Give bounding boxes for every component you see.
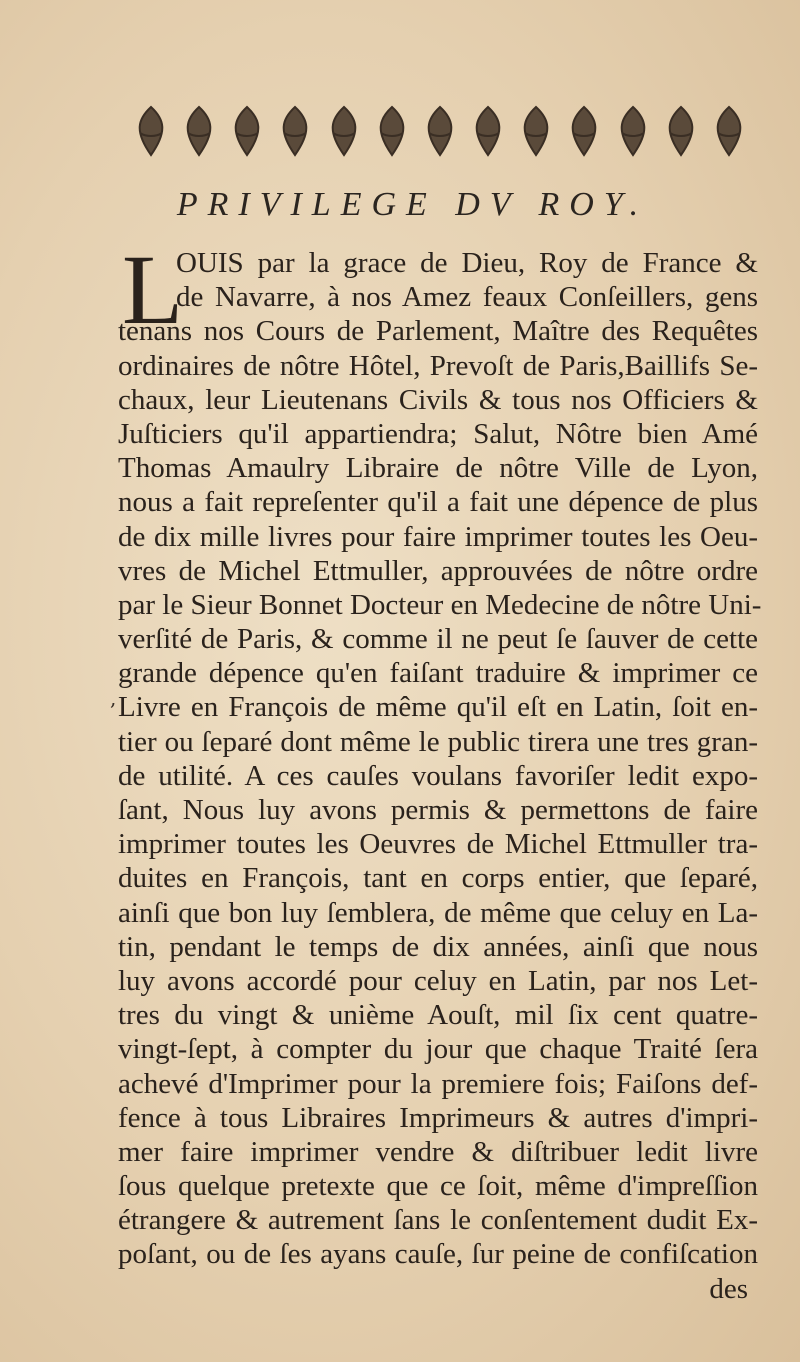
margin-mark: ,: [110, 686, 117, 710]
text-line: tin, pendant le temps de dix années, ainſi que nous: [118, 930, 758, 963]
text-line: verſité de Paris, & comme il ne peut ſe ſauver de cette: [118, 623, 758, 656]
text-line: grande dépence qu'en faiſant traduire & imprimer ce: [118, 657, 758, 690]
text-line: ordinaires de nôtre Hôtel, Prevoſt de Paris,Baillifs Se-: [118, 349, 758, 382]
fleuron-ornament-icon: [563, 103, 605, 159]
text-line: OUIS par la grace de Dieu, Roy de France &: [176, 247, 758, 279]
text-line: ainſi que bon luy ſemblera, de même que celuy en La-: [118, 896, 758, 929]
fleuron-ornament-icon: [130, 103, 172, 159]
text-line: achevé d'Imprimer pour la premiere fois; Faiſons def-: [118, 1067, 758, 1100]
fleuron-ornament-icon: [323, 103, 365, 159]
text-line: tier ou ſeparé dont même le public tirera une tres gran-: [118, 725, 758, 758]
fleuron-ornament-icon: [515, 103, 557, 159]
privilege-heading: PRIVILEGE DV ROY.: [176, 186, 649, 223]
text-line: tres du vingt & unième Aouſt, mil ſix cent quatre-: [118, 999, 758, 1032]
text-line: Livre en François de même qu'il eſt en Latin, ſoit en-: [118, 691, 758, 724]
fleuron-ornament-icon: [467, 103, 509, 159]
text-line: ſous quelque pretexte que ce ſoit, même d'impreſſion: [118, 1170, 758, 1203]
text-line: poſant, ou de ſes ayans cauſe, ſur peine de confiſcation: [118, 1238, 758, 1271]
fleuron-ornament-icon: [371, 103, 413, 159]
text-line: de Navarre, à nos Amez feaux Conſeillers, gens: [176, 281, 758, 314]
ornamental-header-band: [130, 100, 750, 162]
fleuron-ornament-icon: [178, 103, 220, 159]
text-line: étrangere & autrement ſans le conſentement dudit Ex-: [118, 1204, 758, 1237]
fleuron-ornament-icon: [708, 103, 750, 159]
text-line: tenans nos Cours de Parlement, Maître des Requêtes: [118, 315, 758, 348]
text-line: mer faire imprimer vendre & diſtribuer ledit livre: [118, 1135, 758, 1168]
text-line: de utilité. A ces cauſes voulans favoriſer ledit expo-: [118, 759, 758, 792]
text-line: Juſticiers qu'il appartiendra; Salut, Nôtre bien Amé: [118, 417, 758, 450]
text-line: chaux, leur Lieutenans Civils & tous nos Officiers &: [118, 383, 758, 416]
text-line: nous a fait repreſenter qu'il a fait une dépence de plus: [118, 486, 758, 519]
text-line: ſant, Nous luy avons permis & permettons de faire: [118, 794, 758, 826]
fleuron-ornament-icon: [274, 103, 316, 159]
text-line: par le Sieur Bonnet Docteur en Medecine de nôtre Uni-: [118, 588, 762, 621]
text-line: imprimer toutes les Oeuvres de Michel Ettmuller tra-: [118, 828, 758, 861]
fleuron-ornament-icon: [226, 103, 268, 159]
fleuron-ornament-icon: [612, 103, 654, 159]
fleuron-ornament-icon: [419, 103, 461, 159]
text-line: Thomas Amaulry Libraire de nôtre Ville de Lyon,: [118, 452, 758, 485]
fleuron-ornament-icon: [660, 103, 702, 159]
text-line: vres de Michel Ettmuller, approuvées de nôtre ordre: [118, 554, 758, 587]
text-line: duites en François, tant en corps entier, que ſeparé,: [118, 862, 758, 895]
text-line: de dix mille livres pour faire imprimer toutes les Oeu-: [118, 520, 758, 553]
drop-capital: L: [122, 234, 184, 345]
catchword: des: [709, 1272, 748, 1305]
text-line: fence à tous Libraires Imprimeurs & autres d'impri-: [118, 1101, 758, 1134]
text-line: vingt-ſept, à compter du jour que chaque Traité ſera: [118, 1033, 758, 1066]
privilege-text: [118, 246, 762, 1306]
text-line: luy avons accordé pour celuy en Latin, par nos Let-: [118, 964, 758, 997]
